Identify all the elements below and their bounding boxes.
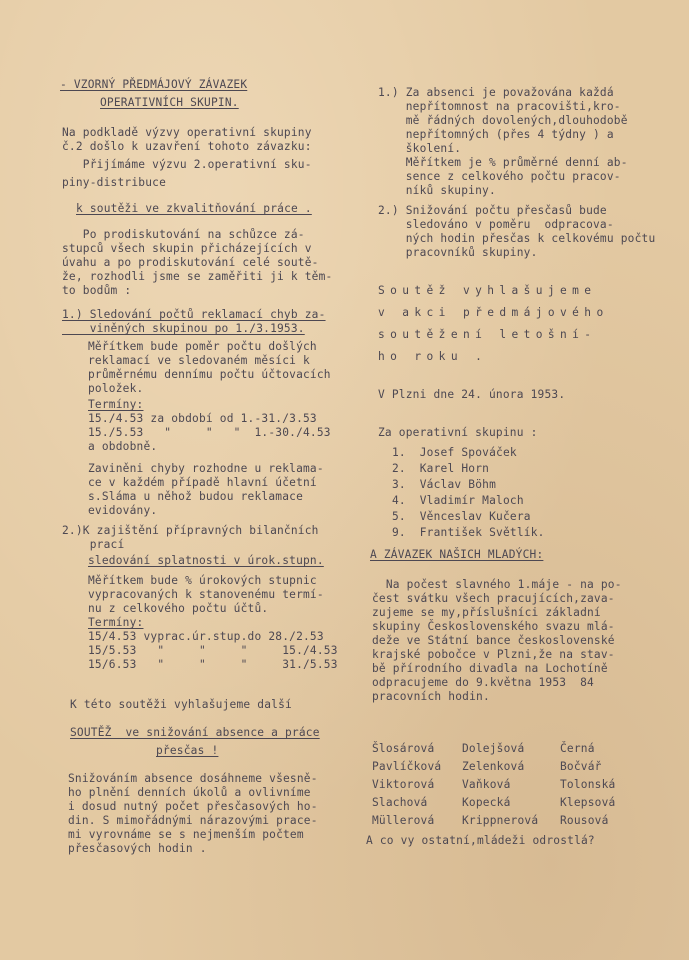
point-1-fault: s.Sláma u něhož budou reklamace (88, 490, 303, 503)
overtime-point-2: 2.) Snižování počtu přesčasů bude (378, 204, 607, 217)
signature-name: Tolonská (560, 778, 616, 791)
spaced-announcement: soutěžení letošní- (378, 328, 597, 341)
absence-point-1: Měřítkem je % průměrné denní ab- (378, 156, 628, 169)
intro-line: Na podkladě výzvy operativní skupiny (62, 126, 312, 139)
signature-name: Bočvář (560, 760, 602, 773)
discussion-line: to bodům : (62, 284, 132, 297)
signature-name: Pavlíčková (372, 760, 442, 773)
point-1-body: položek. (88, 382, 144, 395)
youth-body: pracovních hodin. (372, 690, 490, 703)
point-1-fault: evidovány. (88, 504, 158, 517)
terms-label: Termíny: (88, 616, 144, 629)
youth-body: odpracujeme do 9.května 1953 84 (372, 676, 594, 689)
point-2-term: 15/5.53 " " " 15./4.53 (88, 644, 338, 657)
youth-body: zujeme se my,příslušníci základní (372, 606, 601, 619)
absence-point-1: 1.) Za absenci je považována každá (378, 86, 614, 99)
absence-point-1: níků skupiny. (378, 184, 496, 197)
discussion-line: stupců všech skupin přicházejících v (62, 242, 312, 255)
signature-name: Slachová (372, 796, 428, 809)
discussion-line: že, rozhodli jsme se zaměřiti ji k těm- (62, 270, 333, 283)
signature-name: Kopecká (462, 796, 511, 809)
title-line-1: - VZORNÝ PŘEDMÁJOVÝ ZÁVAZEK (60, 78, 248, 91)
signature-name: Černá (560, 742, 595, 755)
spaced-announcement: ho roku . (378, 350, 488, 363)
intro-line: č.2 došlo k uzavření tohoto závazku: (62, 140, 312, 153)
date-line: V Plzni dne 24. února 1953. (378, 388, 566, 401)
absence-body: din. S mimořádnými nárazovými prace- (68, 814, 318, 827)
contest-heading: k soutěži ve zkvalitňování práce . (76, 202, 312, 215)
group-member: 2. Karel Horn (392, 462, 490, 475)
signature-name: Dolejšová (462, 742, 525, 755)
point-2-body: nu z celkového počtu účtů. (88, 602, 269, 615)
youth-body: bě přírodního divadla na Lochotíně (372, 662, 608, 675)
spaced-announcement: Soutěž vyhlašujeme (378, 284, 597, 297)
youth-body: skupiny Československého svazu mlá- (372, 620, 615, 633)
point-2-subheading: sledování splatnosti v úrok.stupn. (88, 554, 324, 567)
overtime-point-2: pracovníků skupiny. (378, 246, 538, 259)
closing-question: A co vy ostatní,mládeži odrostlá? (366, 834, 595, 847)
youth-body: krajské pobočce v Plzni,že na stav- (372, 648, 615, 661)
point-1-body: reklamací ve sledovaném měsíci k (88, 354, 310, 367)
point-2-body: Měřítkem bude % úrokových stupnic (88, 574, 317, 587)
absence-point-1: nepřítomnost na pracovišti,kro- (378, 100, 621, 113)
youth-body: deže ve Státní bance československé (372, 634, 615, 647)
spaced-announcement: v akci předmájového (378, 306, 609, 319)
signature-name: Vaňková (462, 778, 511, 791)
point-1-body: průměrnému dennímu počtu účtovacích (88, 368, 331, 381)
group-member: 4. Vladimír Maloch (392, 494, 524, 507)
discussion-line: Po prodiskutování na schůzce zá- (62, 228, 305, 241)
signature-name: Müllerová (372, 814, 435, 827)
point-2-term: 15/4.53 vyprac.úr.stup.do 28./2.53 (88, 630, 324, 643)
absence-body: mi vyrovnáme se s nejmenším počtem (68, 828, 304, 841)
terms-label: Termíny: (88, 398, 144, 411)
absence-point-1: sence z celkového počtu pracov- (378, 170, 621, 183)
signature-name: Zelenková (462, 760, 525, 773)
point-1-heading-cont: viněných skupinou po 1./3.1953. (62, 322, 305, 335)
signature-name: Rousová (560, 814, 609, 827)
absence-body: přesčasových hodin . (68, 842, 207, 855)
signature-name: Šlosárová (372, 742, 435, 755)
point-1-term: 15./5.53 " " " 1.-30./4.53 (88, 426, 331, 439)
absence-body: ho plnění denních úkolů a ovlivníme (68, 786, 311, 799)
overtime-point-2: ných hodin přesčas k celkovému počtu (378, 232, 656, 245)
point-2-heading: 2.)K zajištění přípravných bilančních (62, 524, 319, 537)
signature-name: Viktorová (372, 778, 435, 791)
second-contest-line: K této soutěži vyhlašujeme další (70, 698, 292, 711)
discussion-line: úvahu a po prodiskutování celé soutě- (62, 256, 319, 269)
signature-name: Klepsová (560, 796, 616, 809)
absence-point-1: školení. (378, 142, 462, 155)
absence-body: i dosud nutný počet přesčasových ho- (68, 800, 318, 813)
intro-line: Přijímáme výzvu 2.operativní sku- (62, 158, 312, 171)
youth-heading: A ZÁVAZEK NAŠICH MLADÝCH: (370, 548, 544, 561)
title-line-2: OPERATIVNÍCH SKUPIN. (100, 96, 239, 109)
absence-point-1: mě řádných dovolených,dlouhodobě (378, 114, 628, 127)
point-1-fault: ce v každém případě hlavní účetní (88, 476, 317, 489)
group-member: 5. Věnceslav Kučera (392, 510, 531, 523)
absence-heading-cont: přesčas ! (156, 744, 219, 757)
absence-heading: SOUTĚŽ ve snižování absence a práce (70, 726, 320, 739)
group-label: Za operativní skupinu : (378, 426, 538, 439)
group-member: 1. Josef Spováček (392, 446, 517, 459)
youth-body: čest svátku všech pracujících,zava- (372, 592, 615, 605)
group-member: 3. Václav Böhm (392, 478, 497, 491)
youth-body: Na počest slavného 1.máje - na po- (372, 578, 622, 591)
absence-body: Snižováním absence dosáhneme všesně- (68, 772, 318, 785)
signature-name: Krippnerová (462, 814, 539, 827)
absence-point-1: nepřítomných (přes 4 týdny ) a (378, 128, 614, 141)
point-1-fault: Zaviněni chyby rozhodne u reklama- (88, 462, 324, 475)
point-1-term: 15./4.53 za období od 1.-31./3.53 (88, 412, 317, 425)
group-member: 9. František Světlík. (392, 526, 545, 539)
point-2-term: 15/6.53 " " " 31./5.53 (88, 658, 338, 671)
overtime-point-2: sledováno v poměru odpracova- (378, 218, 614, 231)
point-1-body: Měřítkem bude poměr počtu došlých (88, 340, 317, 353)
point-1-heading: 1.) Sledování počtů reklamací chyb za- (62, 308, 326, 321)
point-1-term: a obdobně. (88, 440, 158, 453)
point-2-body: vypracovaných k stanovenému termí- (88, 588, 324, 601)
intro-line: piny-distribuce (62, 176, 167, 189)
point-2-heading-cont: prací (62, 538, 125, 551)
